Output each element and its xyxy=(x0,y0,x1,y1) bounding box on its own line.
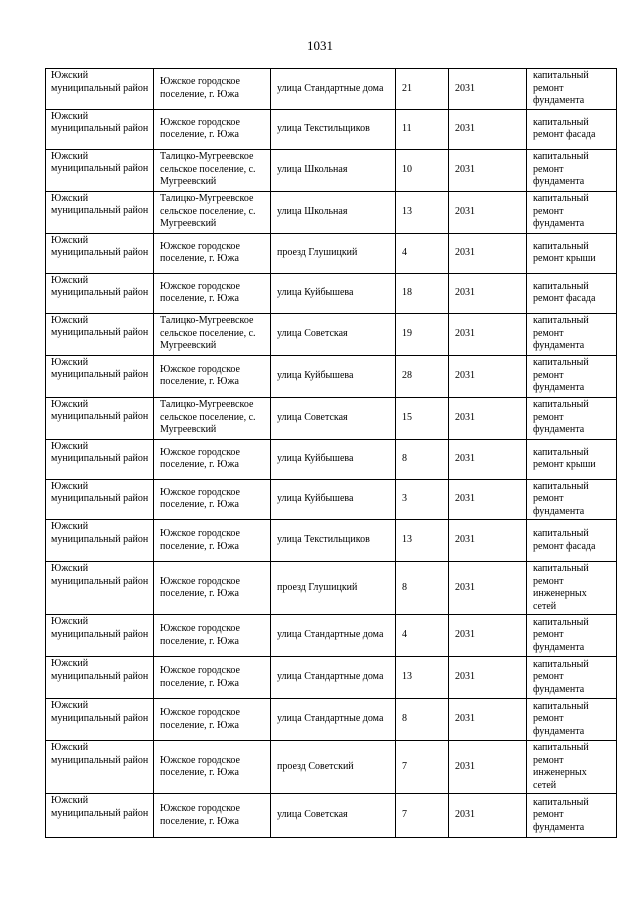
table-row xyxy=(46,109,617,149)
street-cell: улица Стандартные дома xyxy=(271,69,396,110)
year-cell: 2031 xyxy=(449,439,527,479)
work-type-cell: капитальный ремонт фасада xyxy=(527,520,617,562)
year-cell: 2031 xyxy=(449,355,527,397)
district-cell: Южский муниципальный район xyxy=(46,479,154,520)
house-number-cell: 3 xyxy=(396,479,449,520)
year-cell: 2031 xyxy=(449,397,527,439)
year-cell: 2031 xyxy=(449,657,527,699)
table-row xyxy=(46,233,617,273)
street-cell: проезд Советский xyxy=(271,741,396,794)
work-type-cell: капитальный ремонт фундамента xyxy=(527,615,617,657)
street-cell: улица Советская xyxy=(271,794,396,838)
year-cell: 2031 xyxy=(449,233,527,273)
house-number-cell: 8 xyxy=(396,439,449,479)
work-type-cell: капитальный ремонт фундамента xyxy=(527,69,617,110)
settlement-cell: Южское городское поселение, г. Южа xyxy=(154,699,271,741)
house-number-cell: 21 xyxy=(396,69,449,110)
street-cell: улица Школьная xyxy=(271,149,396,191)
table-row xyxy=(46,479,617,520)
year-cell: 2031 xyxy=(449,149,527,191)
house-number-cell: 4 xyxy=(396,233,449,273)
table-row xyxy=(46,355,617,397)
house-number-cell: 7 xyxy=(396,794,449,838)
district-cell: Южский муниципальный район xyxy=(46,520,154,562)
settlement-cell: Южское городское поселение, г. Южа xyxy=(154,562,271,615)
house-number-cell: 13 xyxy=(396,191,449,233)
district-cell: Южский муниципальный район xyxy=(46,69,154,110)
house-number-cell: 11 xyxy=(396,109,449,149)
street-cell: улица Куйбышева xyxy=(271,439,396,479)
work-type-cell: капитальный ремонт крыши xyxy=(527,439,617,479)
settlement-cell: Талицко-Мугреевское сельское поселение, с. Мугреевский xyxy=(154,397,271,439)
settlement-cell: Южское городское поселение, г. Южа xyxy=(154,439,271,479)
work-type-cell: капитальный ремонт фундамента xyxy=(527,313,617,355)
table-row xyxy=(46,313,617,355)
table-row xyxy=(46,520,617,562)
table-row xyxy=(46,69,617,110)
work-type-cell: капитальный ремонт фундамента xyxy=(527,191,617,233)
settlement-cell: Южское городское поселение, г. Южа xyxy=(154,794,271,838)
settlement-cell: Южское городское поселение, г. Южа xyxy=(154,109,271,149)
year-cell: 2031 xyxy=(449,69,527,110)
district-cell: Южский муниципальный район xyxy=(46,149,154,191)
year-cell: 2031 xyxy=(449,562,527,615)
house-number-cell: 7 xyxy=(396,741,449,794)
house-number-cell: 13 xyxy=(396,520,449,562)
street-cell: улица Стандартные дома xyxy=(271,699,396,741)
year-cell: 2031 xyxy=(449,615,527,657)
work-type-cell: капитальный ремонт фундамента xyxy=(527,355,617,397)
street-cell: улица Стандартные дома xyxy=(271,615,396,657)
settlement-cell: Южское городское поселение, г. Южа xyxy=(154,273,271,313)
table-row xyxy=(46,699,617,741)
year-cell: 2031 xyxy=(449,273,527,313)
table-row xyxy=(46,615,617,657)
house-number-cell: 8 xyxy=(396,562,449,615)
house-number-cell: 13 xyxy=(396,657,449,699)
street-cell: улица Куйбышева xyxy=(271,479,396,520)
work-type-cell: капитальный ремонт инженерных сетей xyxy=(527,741,617,794)
settlement-cell: Талицко-Мугреевское сельское поселение, с. Мугреевский xyxy=(154,149,271,191)
work-type-cell: капитальный ремонт фасада xyxy=(527,109,617,149)
work-type-cell: капитальный ремонт крыши xyxy=(527,233,617,273)
street-cell: улица Текстильщиков xyxy=(271,109,396,149)
district-cell: Южский муниципальный район xyxy=(46,562,154,615)
settlement-cell: Южское городское поселение, г. Южа xyxy=(154,355,271,397)
work-type-cell: капитальный ремонт фундамента xyxy=(527,657,617,699)
table-row xyxy=(46,794,617,838)
settlement-cell: Талицко-Мугреевское сельское поселение, с. Мугреевский xyxy=(154,191,271,233)
year-cell: 2031 xyxy=(449,520,527,562)
settlement-cell: Южское городское поселение, г. Южа xyxy=(154,233,271,273)
district-cell: Южский муниципальный район xyxy=(46,657,154,699)
district-cell: Южский муниципальный район xyxy=(46,109,154,149)
street-cell: проезд Глушицкий xyxy=(271,233,396,273)
repair-schedule-table xyxy=(45,68,617,838)
street-cell: улица Куйбышева xyxy=(271,355,396,397)
settlement-cell: Южское городское поселение, г. Южа xyxy=(154,69,271,110)
year-cell: 2031 xyxy=(449,741,527,794)
year-cell: 2031 xyxy=(449,313,527,355)
year-cell: 2031 xyxy=(449,699,527,741)
district-cell: Южский муниципальный район xyxy=(46,615,154,657)
work-type-cell: капитальный ремонт фундамента xyxy=(527,794,617,838)
year-cell: 2031 xyxy=(449,794,527,838)
work-type-cell: капитальный ремонт фасада xyxy=(527,273,617,313)
settlement-cell: Южское городское поселение, г. Южа xyxy=(154,520,271,562)
house-number-cell: 15 xyxy=(396,397,449,439)
district-cell: Южский муниципальный район xyxy=(46,355,154,397)
work-type-cell: капитальный ремонт фундамента xyxy=(527,149,617,191)
table-row xyxy=(46,562,617,615)
table-row xyxy=(46,191,617,233)
work-type-cell: капитальный ремонт инженерных сетей xyxy=(527,562,617,615)
work-type-cell: капитальный ремонт фундамента xyxy=(527,397,617,439)
table-row xyxy=(46,657,617,699)
street-cell: проезд Глушицкий xyxy=(271,562,396,615)
settlement-cell: Южское городское поселение, г. Южа xyxy=(154,657,271,699)
table-row xyxy=(46,439,617,479)
table-row xyxy=(46,273,617,313)
house-number-cell: 28 xyxy=(396,355,449,397)
table-row xyxy=(46,741,617,794)
district-cell: Южский муниципальный район xyxy=(46,699,154,741)
district-cell: Южский муниципальный район xyxy=(46,273,154,313)
street-cell: улица Советская xyxy=(271,397,396,439)
year-cell: 2031 xyxy=(449,479,527,520)
district-cell: Южский муниципальный район xyxy=(46,741,154,794)
house-number-cell: 18 xyxy=(396,273,449,313)
settlement-cell: Талицко-Мугреевское сельское поселение, с. Мугреевский xyxy=(154,313,271,355)
settlement-cell: Южское городское поселение, г. Южа xyxy=(154,741,271,794)
settlement-cell: Южское городское поселение, г. Южа xyxy=(154,479,271,520)
district-cell: Южский муниципальный район xyxy=(46,191,154,233)
settlement-cell: Южское городское поселение, г. Южа xyxy=(154,615,271,657)
district-cell: Южский муниципальный район xyxy=(46,313,154,355)
street-cell: улица Советская xyxy=(271,313,396,355)
house-number-cell: 4 xyxy=(396,615,449,657)
street-cell: улица Школьная xyxy=(271,191,396,233)
work-type-cell: капитальный ремонт фундамента xyxy=(527,699,617,741)
page-number: 1031 xyxy=(307,38,333,53)
street-cell: улица Куйбышева xyxy=(271,273,396,313)
street-cell: улица Текстильщиков xyxy=(271,520,396,562)
work-type-cell: капитальный ремонт фундамента xyxy=(527,479,617,520)
table-row xyxy=(46,397,617,439)
district-cell: Южский муниципальный район xyxy=(46,233,154,273)
district-cell: Южский муниципальный район xyxy=(46,439,154,479)
year-cell: 2031 xyxy=(449,191,527,233)
street-cell: улица Стандартные дома xyxy=(271,657,396,699)
district-cell: Южский муниципальный район xyxy=(46,397,154,439)
house-number-cell: 10 xyxy=(396,149,449,191)
table-body xyxy=(46,69,617,838)
year-cell: 2031 xyxy=(449,109,527,149)
table-row xyxy=(46,149,617,191)
district-cell: Южский муниципальный район xyxy=(46,794,154,838)
house-number-cell: 8 xyxy=(396,699,449,741)
house-number-cell: 19 xyxy=(396,313,449,355)
